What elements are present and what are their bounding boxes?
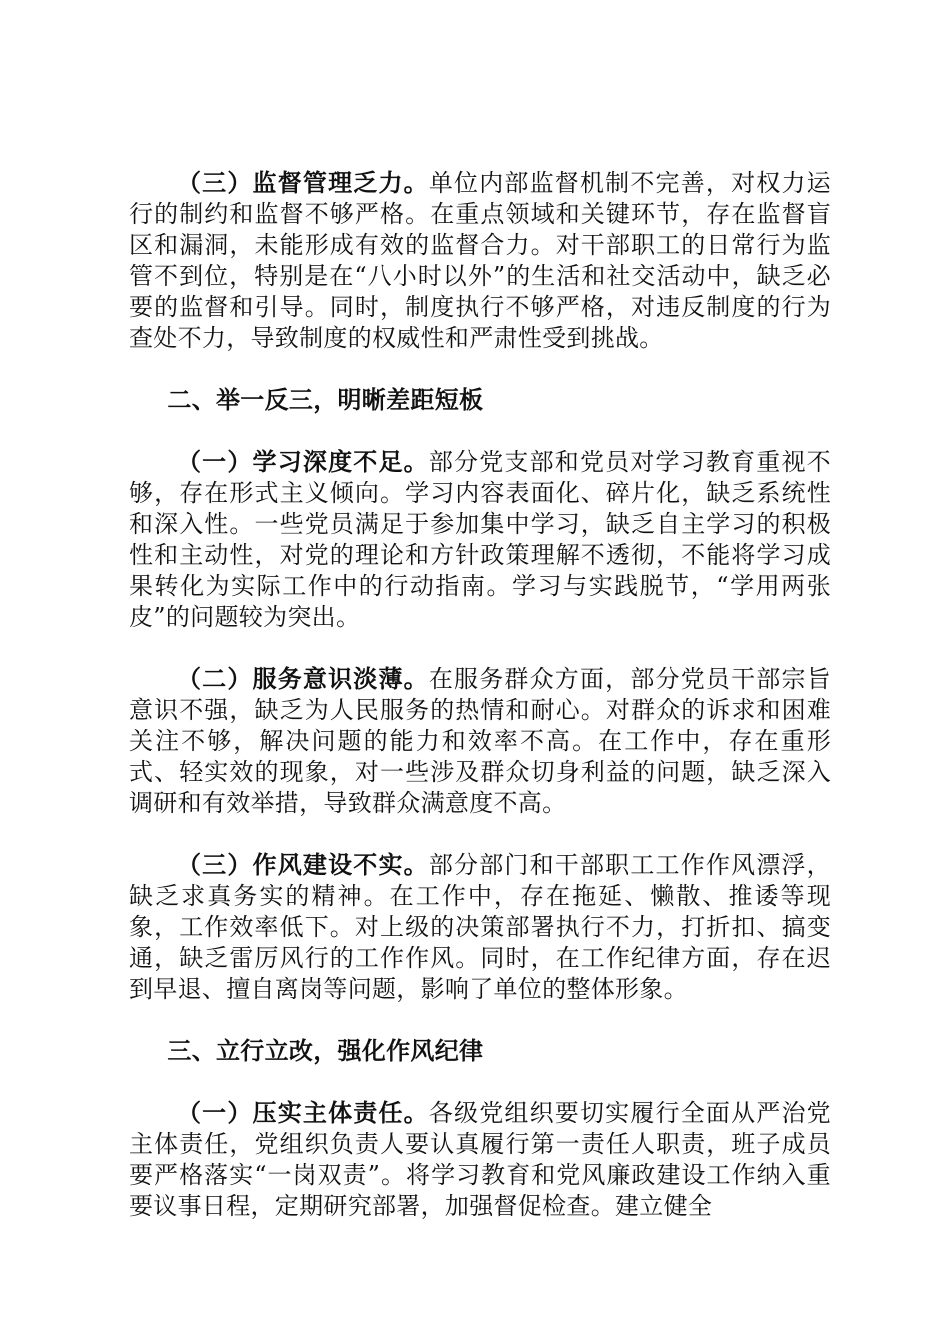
paragraph-text: 部分党支部和党员对学习教育重视不够，存在形式主义倾向。学习内容表面化、碎片化，缺乏系统性和深入性。一些党员满足于参加集中学习，缺乏自主学习的积极性和主动性，对党的理论和方针政策理解不透彻，不能将学习成果转化为实际工作中的行动指南。学习与实践脱节，“学用两张皮”的问题较为突出。 (129, 448, 831, 631)
paragraph-lead: （三）作风建设不实。 (177, 851, 429, 879)
paragraph-study-depth (129, 447, 831, 633)
paragraph-lead: （二）服务意识淡薄。 (177, 665, 429, 693)
paragraph-service-awareness (129, 664, 831, 819)
paragraph-supervision (129, 168, 831, 354)
paragraph-responsibility (129, 1098, 831, 1222)
document-body (129, 168, 831, 1253)
paragraph-work-style (129, 850, 831, 1005)
section-heading-2: 二、举一反三，明晰差距短板 (167, 386, 484, 414)
paragraph-lead: （三）监督管理乏力。 (177, 169, 429, 197)
paragraph-text: 在服务群众方面，部分党员干部宗旨意识不强，缺乏为人民服务的热情和耐心。对群众的诉求和困难关注不够，解决问题的能力和效率不高。在工作中，存在重形式、轻实效的现象，对一些涉及群众切身利益的问题，缺乏深入调研和有效举措，导致群众满意度不高。 (129, 665, 831, 817)
paragraph-text: 部分部门和干部职工工作作风漂浮，缺乏求真务实的精神。在工作中，存在拖延、懒散、推诿等现象，工作效率低下。对上级的决策部署执行不力，打折扣、搞变通，缺乏雷厉风行的工作作风。同时，在工作纪律方面，存在迟到早退、擅自离岗等问题，影响了单位的整体形象。 (129, 851, 831, 1003)
paragraph-lead: （一）压实主体责任。 (177, 1099, 429, 1127)
paragraph-lead: （一）学习深度不足。 (177, 448, 429, 476)
section-heading-3: 三、立行立改，强化作风纪律 (167, 1037, 484, 1065)
paragraph-text: 单位内部监督机制不完善，对权力运行的制约和监督不够严格。在重点领域和关键环节，存在监督盲区和漏洞，未能形成有效的监督合力。对干部职工的日常行为监管不到位，特别是在“八小时以外”的生活和社交活动中，缺乏必要的监督和引导。同时，制度执行不够严格，对违反制度的行为查处不力，导致制度的权威性和严肃性受到挑战。 (129, 169, 831, 352)
paragraph-text: 各级党组织要切实履行全面从严治党主体责任，党组织负责人要认真履行第一责任人职责，班子成员要严格落实“一岗双责”。将学习教育和党风廉政建设工作纳入重要议事日程，定期研究部署，加强督促检查。建立健全 (129, 1099, 831, 1220)
